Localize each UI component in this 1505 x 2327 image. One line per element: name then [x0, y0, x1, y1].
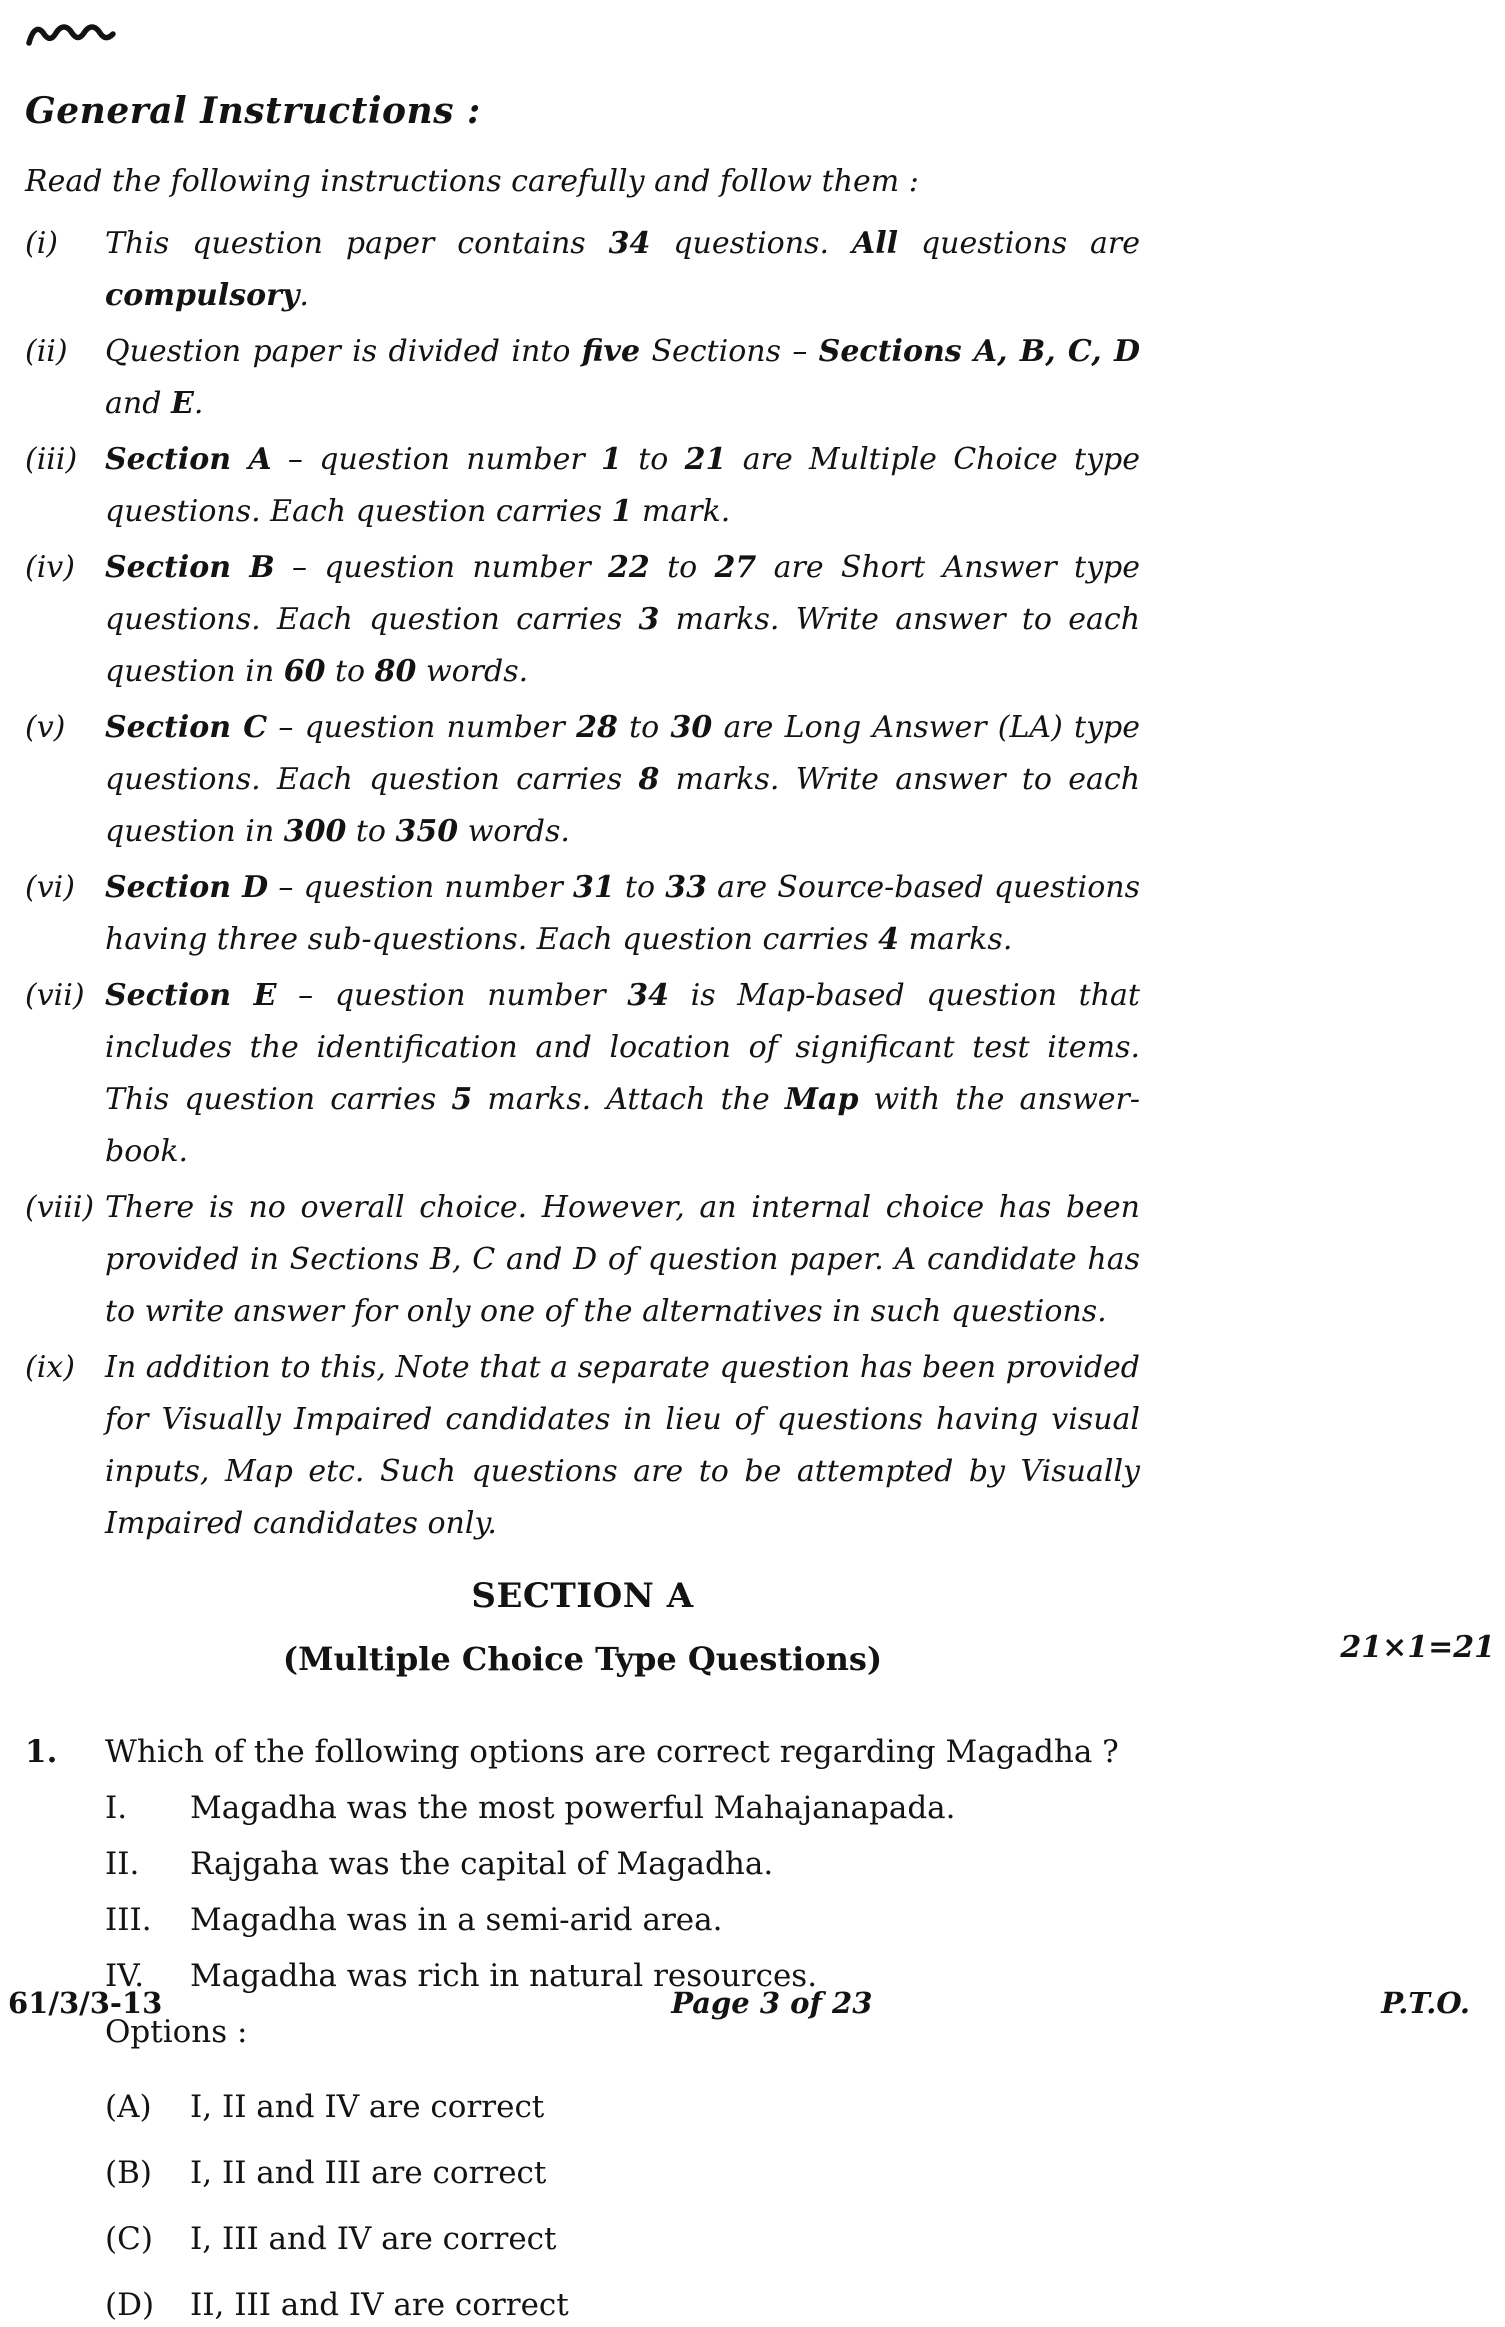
- options-label: Options :: [105, 2014, 248, 2050]
- list-item: [105, 2283, 1140, 2327]
- option-text: I, II and III are correct: [190, 2155, 547, 2191]
- list-item: [105, 1842, 1140, 1886]
- instruction-number: (vi): [25, 870, 75, 905]
- question-number: 1.: [25, 1734, 58, 1770]
- statement-text: Magadha was the most powerful Mahajanapada.: [190, 1790, 956, 1826]
- general-instructions-title: General Instructions :: [25, 90, 481, 132]
- instruction-text: Question paper is divided into five Sections – Sections A, B, C, D and E.: [105, 334, 1140, 421]
- options-list: [105, 2085, 1140, 2327]
- instruction-text: Section E – question number 34 is Map-based question that includes the identification and location of significant test items. This question carries 5 marks. Attach the Map with the answer-book.: [105, 978, 1140, 1169]
- list-item: [105, 2151, 1140, 2195]
- instruction-number: (iii): [25, 442, 78, 477]
- question-text: Which of the following options are correct regarding Magadha ?: [105, 1734, 1119, 1770]
- list-item: [25, 542, 1140, 698]
- instruction-text: Section D – question number 31 to 33 are Source-based questions having three sub-questions. Each question carries 4 marks.: [105, 870, 1140, 957]
- list-item: [105, 1898, 1140, 1942]
- list-item: [25, 970, 1140, 1178]
- statement-numeral: IV.: [105, 1958, 145, 1994]
- section-a-header: [25, 1576, 1495, 1684]
- section-marks: 21×1=21: [1340, 1630, 1495, 1665]
- instruction-number: (viii): [25, 1190, 95, 1225]
- instruction-number: (vii): [25, 978, 85, 1013]
- list-item: [25, 862, 1140, 966]
- statement-text: Magadha was rich in natural resources.: [190, 1958, 818, 1994]
- statement-numeral: I.: [105, 1790, 128, 1826]
- option-letter: (B): [105, 2155, 152, 2191]
- statements-list: [105, 1786, 1140, 1998]
- instruction-number: (ix): [25, 1350, 75, 1385]
- option-text: I, II and IV are correct: [190, 2089, 545, 2125]
- list-item: [25, 702, 1140, 858]
- list-item: [25, 218, 1140, 322]
- list-item: [25, 326, 1140, 430]
- section-subtitle: (Multiple Choice Type Questions): [282, 1640, 883, 1678]
- statement-numeral: II.: [105, 1846, 140, 1882]
- instructions-intro: Read the following instructions carefully and follow them :: [25, 164, 919, 199]
- instruction-text: Section A – question number 1 to 21 are Multiple Choice type questions. Each question carries 1 mark.: [105, 442, 1140, 529]
- instruction-number: (v): [25, 710, 66, 745]
- list-item: [25, 1182, 1140, 1338]
- squiggle-mark-icon: [25, 18, 125, 52]
- list-item: [25, 1342, 1140, 1550]
- instruction-text: Section C – question number 28 to 30 are Long Answer (LA) type questions. Each question carries 8 marks. Write answer to each question in 300 to 350 words.: [105, 710, 1141, 849]
- instruction-number: (i): [25, 226, 59, 261]
- list-item: [105, 2217, 1140, 2261]
- pto-label: P.T.O.: [1381, 1986, 1470, 2020]
- option-text: II, III and IV are correct: [190, 2287, 569, 2323]
- option-text: I, III and IV are correct: [190, 2221, 557, 2257]
- instruction-number: (iv): [25, 550, 75, 585]
- instructions-list: [25, 218, 1140, 1550]
- paper-code: 61/3/3-13: [8, 1986, 163, 2020]
- question-1: [25, 1730, 1140, 2327]
- statement-text: Rajgaha was the capital of Magadha.: [190, 1846, 774, 1882]
- section-title: SECTION A: [471, 1576, 694, 1616]
- page-footer: [8, 1986, 1470, 2020]
- option-letter: (C): [105, 2221, 153, 2257]
- list-item: [105, 1786, 1140, 1830]
- list-item: [105, 2085, 1140, 2129]
- option-letter: (D): [105, 2287, 155, 2323]
- instruction-text: This question paper contains 34 questions. All questions are compulsory.: [105, 226, 1141, 313]
- page-indicator: Page 3 of 23: [671, 1986, 873, 2020]
- instruction-text: There is no overall choice. However, an internal choice has been provided in Sections B, C and D of question paper. A candidate has to write answer for only one of the alternatives in such questions.: [105, 1190, 1140, 1329]
- option-letter: (A): [105, 2089, 152, 2125]
- instruction-text: In addition to this, Note that a separate question has been provided for Visually Impaired candidates in lieu of questions having visual inputs, Map etc. Such questions are to be attempted by Visually Impaired candidates only.: [105, 1350, 1140, 1541]
- statement-numeral: III.: [105, 1902, 152, 1938]
- instruction-number: (ii): [25, 334, 68, 369]
- statement-text: Magadha was in a semi-arid area.: [190, 1902, 723, 1938]
- list-item: [25, 434, 1140, 538]
- instruction-text: Section B – question number 22 to 27 are Short Answer type questions. Each question carries 3 marks. Write answer to each question in 60 to 80 words.: [105, 550, 1141, 689]
